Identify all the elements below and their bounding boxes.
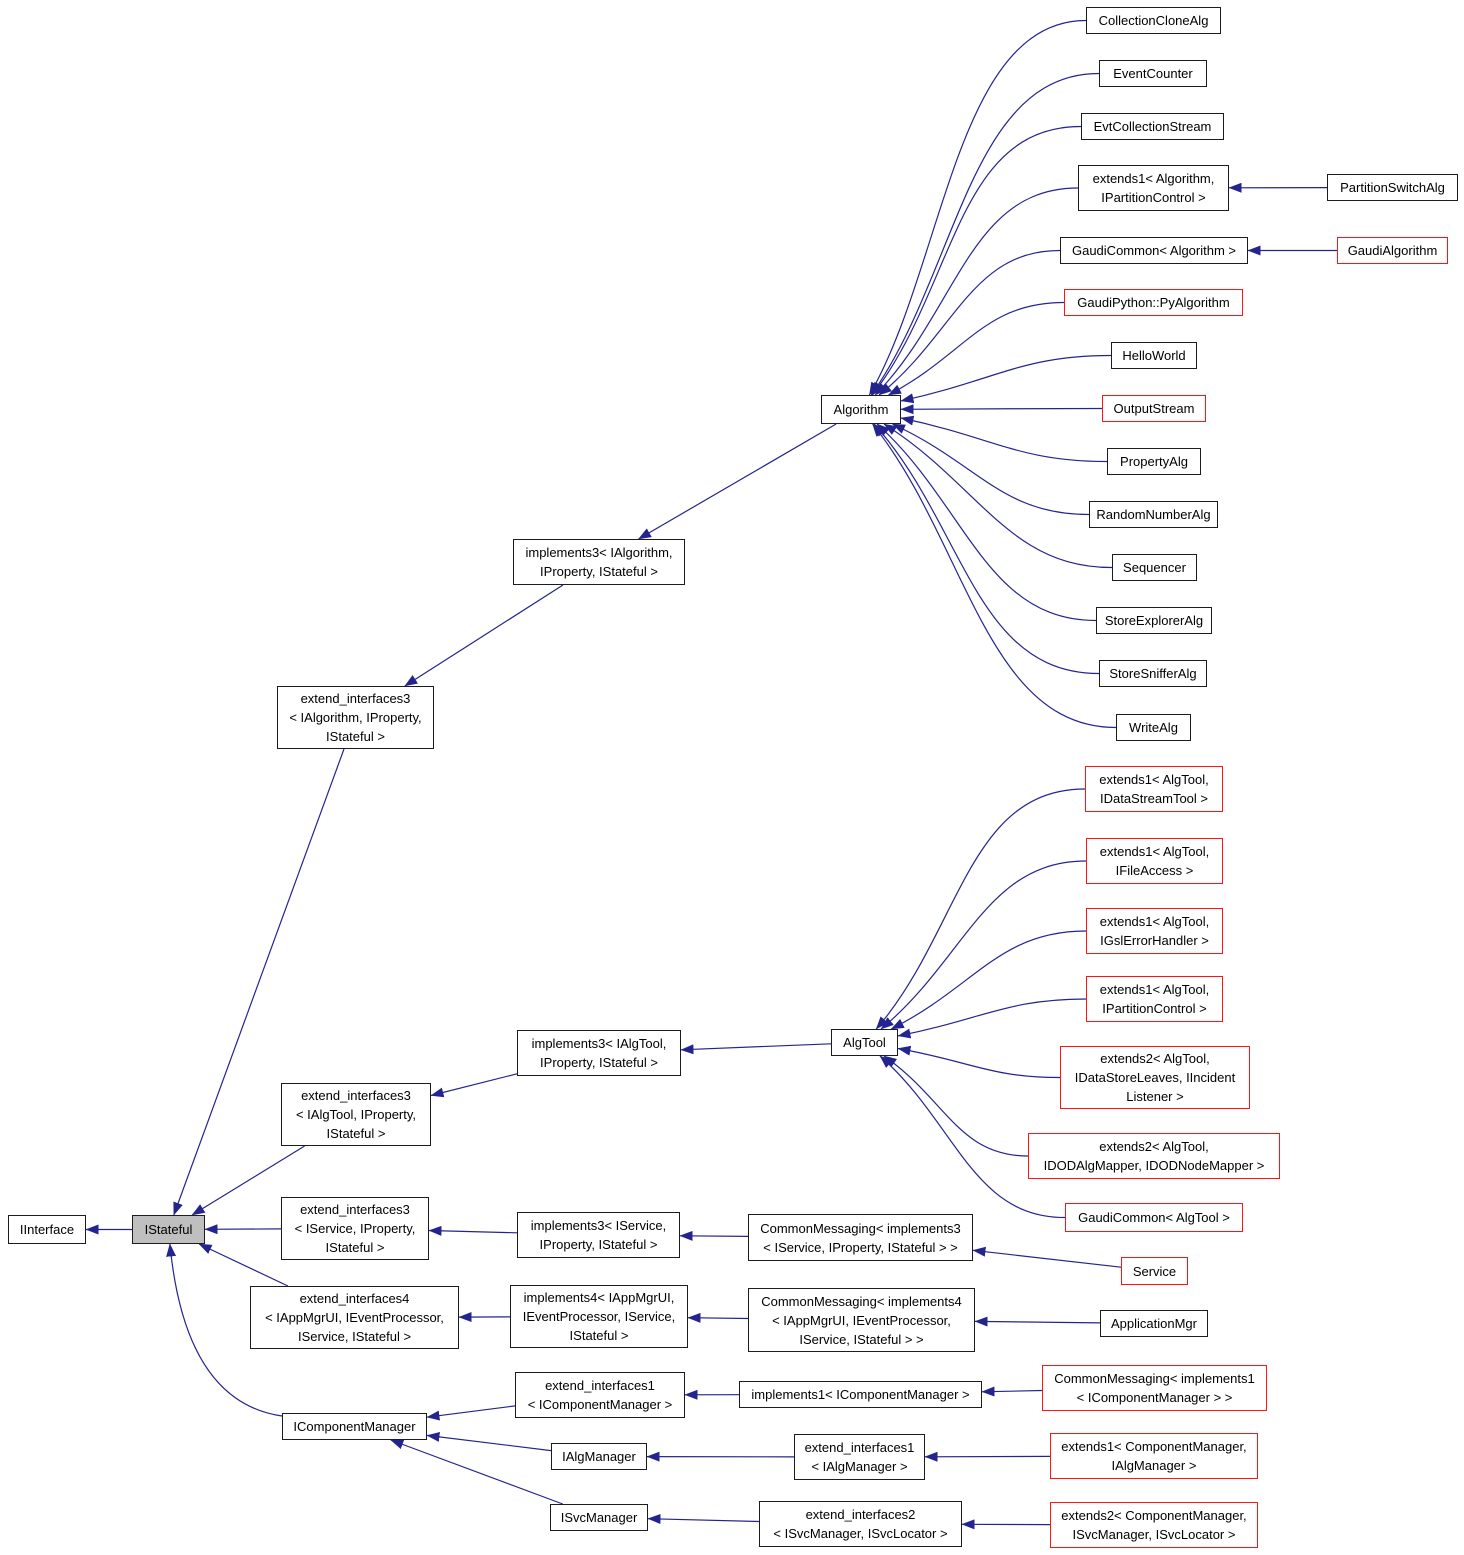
node-label: IStateful > — [325, 1240, 385, 1255]
node-randomnumberalg[interactable] — [1089, 501, 1218, 528]
node-ext1-at-datastream[interactable] — [1085, 766, 1223, 812]
node-label: extend_interfaces3 — [300, 691, 411, 706]
node-label: extend_interfaces1 — [545, 1378, 655, 1393]
node-label: IEventProcessor, IService, — [522, 1309, 676, 1324]
node-writealg[interactable] — [1116, 714, 1191, 741]
node-label: extend_interfaces3 — [301, 1088, 411, 1103]
node-iinterface[interactable] — [8, 1215, 86, 1244]
node-label: Sequencer — [1123, 560, 1186, 575]
node-label: implements3< IService, — [530, 1218, 667, 1233]
node-label: Listener > — [1126, 1089, 1184, 1104]
node-label: RandomNumberAlg — [1096, 507, 1211, 522]
node-ei1-icomp[interactable] — [515, 1372, 685, 1418]
edge-cm-impl4-to-impl4 — [688, 1318, 748, 1319]
node-label: IStateful — [144, 1222, 193, 1237]
node-label: WriteAlg — [1129, 720, 1178, 735]
node-helloworld[interactable] — [1111, 342, 1197, 369]
edge-ext1-at-fileaccess-to-algtool — [881, 861, 1086, 1029]
node-ext2-at-dsl[interactable] — [1060, 1046, 1250, 1109]
node-ei1-ialgmgr[interactable] — [794, 1434, 925, 1480]
node-evtcollectionstream[interactable] — [1081, 113, 1224, 140]
node-label: IComponentManager — [293, 1419, 416, 1434]
node-label: IService, IStateful > > — [799, 1331, 924, 1347]
node-algtool[interactable] — [831, 1029, 898, 1056]
node-impl3-algtool[interactable] — [517, 1030, 681, 1076]
node-label: < IAlgManager > — [811, 1459, 908, 1474]
node-label: implements4< IAppMgrUI, — [523, 1290, 675, 1305]
node-outputstream[interactable] — [1102, 395, 1206, 422]
node-label: IDataStreamTool > — [1099, 791, 1209, 806]
edge-cm-impl3-to-impl3-svc — [680, 1236, 748, 1237]
node-label: IProperty, IStateful > — [540, 1055, 658, 1070]
edge-sequencer-to-algorithm — [884, 424, 1112, 568]
node-ext2-cm-isvc[interactable] — [1050, 1502, 1258, 1548]
edge-ialgmgr-to-icompmgr — [427, 1435, 551, 1450]
node-label: CommonMessaging< implements1 — [1054, 1371, 1255, 1386]
node-label: < IAppMgrUI, IEventProcessor, — [265, 1310, 444, 1325]
edge-algtool-to-impl3-algtool — [681, 1044, 831, 1050]
edge-storeexploreralg-to-algorithm — [877, 424, 1096, 621]
node-label: IFileAccess > — [1115, 863, 1194, 878]
node-label: < ISvcManager, ISvcLocator > — [773, 1526, 948, 1541]
node-label: PropertyAlg — [1120, 454, 1188, 469]
node-label: extends1< AlgTool, — [1099, 844, 1210, 859]
node-label: extends1< AlgTool, — [1099, 982, 1210, 997]
edge-impl3-svc-to-ei3-svc — [429, 1231, 517, 1233]
edge-ext1-at-datastream-to-algtool — [876, 789, 1085, 1029]
edge-isvcmgr-to-icompmgr — [391, 1440, 563, 1504]
node-label: IStateful > — [569, 1328, 629, 1343]
node-ei3-svc[interactable] — [281, 1197, 429, 1260]
node-label: implements1< IComponentManager > — [751, 1387, 970, 1402]
node-impl3-alg[interactable] — [513, 539, 685, 585]
edge-service-to-cm-impl3 — [973, 1250, 1121, 1267]
node-label: extends2< AlgTool, — [1099, 1139, 1209, 1154]
node-icompmgr[interactable] — [282, 1413, 427, 1440]
edge-collectionclonealg-to-algorithm — [869, 21, 1086, 396]
node-eventcounter[interactable] — [1099, 60, 1207, 87]
node-label: AlgTool — [843, 1035, 886, 1050]
node-label: GaudiPython::PyAlgorithm — [1077, 295, 1230, 310]
node-label: Algorithm — [833, 402, 889, 417]
node-ei3-algtool[interactable] — [281, 1083, 431, 1146]
node-impl4[interactable] — [510, 1285, 688, 1348]
node-label: IDODAlgMapper, IDODNodeMapper > — [1043, 1158, 1265, 1173]
node-label: Service — [1132, 1263, 1177, 1279]
node-label: PartitionSwitchAlg — [1340, 180, 1445, 195]
edge-ext2-at-dsl-to-algtool — [898, 1049, 1060, 1078]
node-label: extends1< ComponentManager, — [1061, 1439, 1247, 1454]
node-label: CollectionCloneAlg — [1098, 13, 1209, 28]
node-label: CommonMessaging< implements3 — [760, 1220, 961, 1236]
node-gaudipython-pyalg[interactable] — [1064, 289, 1243, 316]
edge-outputstream-to-algorithm — [901, 409, 1102, 410]
node-applicationmgr[interactable] — [1100, 1310, 1208, 1337]
node-label: HelloWorld — [1122, 348, 1186, 363]
node-label: extend_interfaces2 — [805, 1507, 916, 1522]
node-label: extends1< Algorithm, — [1092, 171, 1215, 186]
node-label: < IComponentManager > > — [1076, 1390, 1233, 1405]
node-ext1-at-partctrl[interactable] — [1086, 976, 1223, 1022]
edge-ext2-at-dod-to-algtool — [884, 1056, 1028, 1156]
node-propertyalg[interactable] — [1107, 448, 1201, 475]
node-label: ApplicationMgr — [1111, 1316, 1197, 1331]
node-isvcmgr[interactable] — [550, 1504, 648, 1531]
node-cm-impl3[interactable] — [748, 1214, 973, 1261]
edge-cm-impl1-to-impl1-icomp — [982, 1391, 1042, 1392]
node-label: GaudiCommon< AlgTool > — [1078, 1210, 1230, 1225]
node-label: IProperty, IStateful > — [539, 1237, 658, 1252]
node-ei3-alg[interactable] — [277, 686, 434, 749]
node-label: IStateful > — [326, 729, 385, 744]
node-ialgmgr[interactable] — [551, 1443, 647, 1470]
node-label: extend_interfaces4 — [299, 1291, 410, 1306]
node-service[interactable] — [1121, 1257, 1188, 1285]
edge-helloworld-to-algorithm — [901, 356, 1111, 401]
edge-ei1-icomp-to-icompmgr — [427, 1406, 515, 1417]
node-ei4[interactable] — [250, 1286, 459, 1349]
node-gaudicommon-algtool[interactable] — [1065, 1203, 1243, 1232]
node-impl3-svc[interactable] — [517, 1212, 680, 1258]
node-label: IService, IStateful > — [297, 1329, 412, 1344]
node-label: < IAlgorithm, IProperty, — [289, 710, 422, 725]
edge-impl3-algtool-to-ei3-algtool — [431, 1074, 517, 1096]
edge-ei4-to-istateful — [199, 1244, 288, 1286]
node-label: IGslErrorHandler > — [1100, 933, 1209, 948]
node-label: StoreExplorerAlg — [1104, 613, 1204, 628]
edge-algorithm-to-impl3-alg — [639, 424, 837, 539]
node-partitionswitchalg[interactable] — [1327, 174, 1458, 201]
node-storeexploreralg[interactable] — [1096, 607, 1212, 634]
node-label: IDataStoreLeaves, IIncident — [1074, 1070, 1236, 1085]
edge-propertyalg-to-algorithm — [901, 418, 1107, 462]
node-istateful — [132, 1215, 205, 1244]
edge-ei2-isvcmgr-to-isvcmgr — [648, 1519, 759, 1522]
node-gaudialgorithm[interactable] — [1337, 237, 1448, 264]
node-label: implements3< IAlgorithm, — [525, 545, 673, 560]
node-ext2-at-dod[interactable] — [1028, 1133, 1280, 1179]
node-label: IInterface — [19, 1222, 75, 1237]
node-label: IAlgManager — [562, 1449, 636, 1464]
node-label: EventCounter — [1113, 66, 1193, 81]
node-label: ISvcManager, ISvcLocator > — [1072, 1527, 1236, 1542]
edge-extends1-alg-ipart-to-algorithm — [875, 188, 1078, 395]
node-label: StoreSnifferAlg — [1109, 666, 1197, 681]
node-label: < IComponentManager > — [527, 1397, 673, 1412]
node-label: extend_interfaces3 — [300, 1202, 410, 1217]
node-label: GaudiCommon< Algorithm > — [1071, 243, 1237, 258]
node-label: < IAppMgrUI, IEventProcessor, — [772, 1312, 951, 1328]
node-label: CommonMessaging< implements4 — [761, 1293, 962, 1309]
edge-gaudicommon-alg-to-algorithm — [879, 251, 1060, 396]
node-label: IProperty, IStateful > — [540, 564, 658, 579]
node-label: ISvcManager — [560, 1510, 638, 1525]
node-extends1-alg-ipart[interactable] — [1078, 165, 1229, 211]
node-sequencer[interactable] — [1112, 554, 1197, 581]
node-ext1-at-fileaccess[interactable] — [1086, 838, 1223, 884]
node-ext1-cm-ialgmgr[interactable] — [1050, 1433, 1258, 1479]
edge-evtcollectionstream-to-algorithm — [872, 127, 1081, 396]
node-label: < IService, IProperty, IStateful > > — [763, 1239, 958, 1255]
edge-ext1-at-gslerror-to-algtool — [891, 931, 1086, 1029]
edge-storesnifferalg-to-algorithm — [874, 424, 1099, 674]
node-label: IPartitionControl > — [1101, 190, 1206, 205]
node-gaudicommon-alg[interactable] — [1060, 237, 1248, 264]
node-cm-impl1[interactable] — [1042, 1365, 1267, 1411]
node-label: IAlgManager > — [1111, 1458, 1197, 1473]
node-label: extends2< AlgTool, — [1100, 1051, 1210, 1066]
node-ei2-isvcmgr[interactable] — [759, 1501, 962, 1547]
node-collectionclonealg[interactable] — [1086, 7, 1221, 34]
node-label: implements3< IAlgTool, — [531, 1036, 667, 1051]
node-storesnifferalg[interactable] — [1099, 660, 1207, 687]
node-algorithm[interactable] — [821, 395, 901, 424]
node-label: < IService, IProperty, — [294, 1221, 416, 1236]
node-cm-impl4[interactable] — [748, 1288, 975, 1352]
node-label: IPartitionControl > — [1102, 1001, 1207, 1016]
node-label: GaudiAlgorithm — [1347, 243, 1438, 258]
node-label: IStateful > — [326, 1126, 386, 1141]
edge-impl3-alg-to-ei3-alg — [405, 585, 563, 686]
node-label: extend_interfaces1 — [804, 1440, 915, 1455]
edge-ext1-at-partctrl-to-algtool — [898, 999, 1086, 1036]
node-label: OutputStream — [1113, 401, 1195, 416]
node-label: extends1< AlgTool, — [1099, 914, 1210, 929]
node-impl1-icomp[interactable] — [739, 1381, 982, 1408]
node-label: EvtCollectionStream — [1093, 119, 1212, 134]
node-label: extends1< AlgTool, — [1099, 772, 1209, 787]
node-label: extends2< ComponentManager, — [1061, 1508, 1247, 1523]
node-label: < IAlgTool, IProperty, — [295, 1107, 417, 1122]
node-ext1-at-gslerror[interactable] — [1086, 908, 1223, 954]
edge-applicationmgr-to-cm-impl4 — [975, 1321, 1100, 1323]
